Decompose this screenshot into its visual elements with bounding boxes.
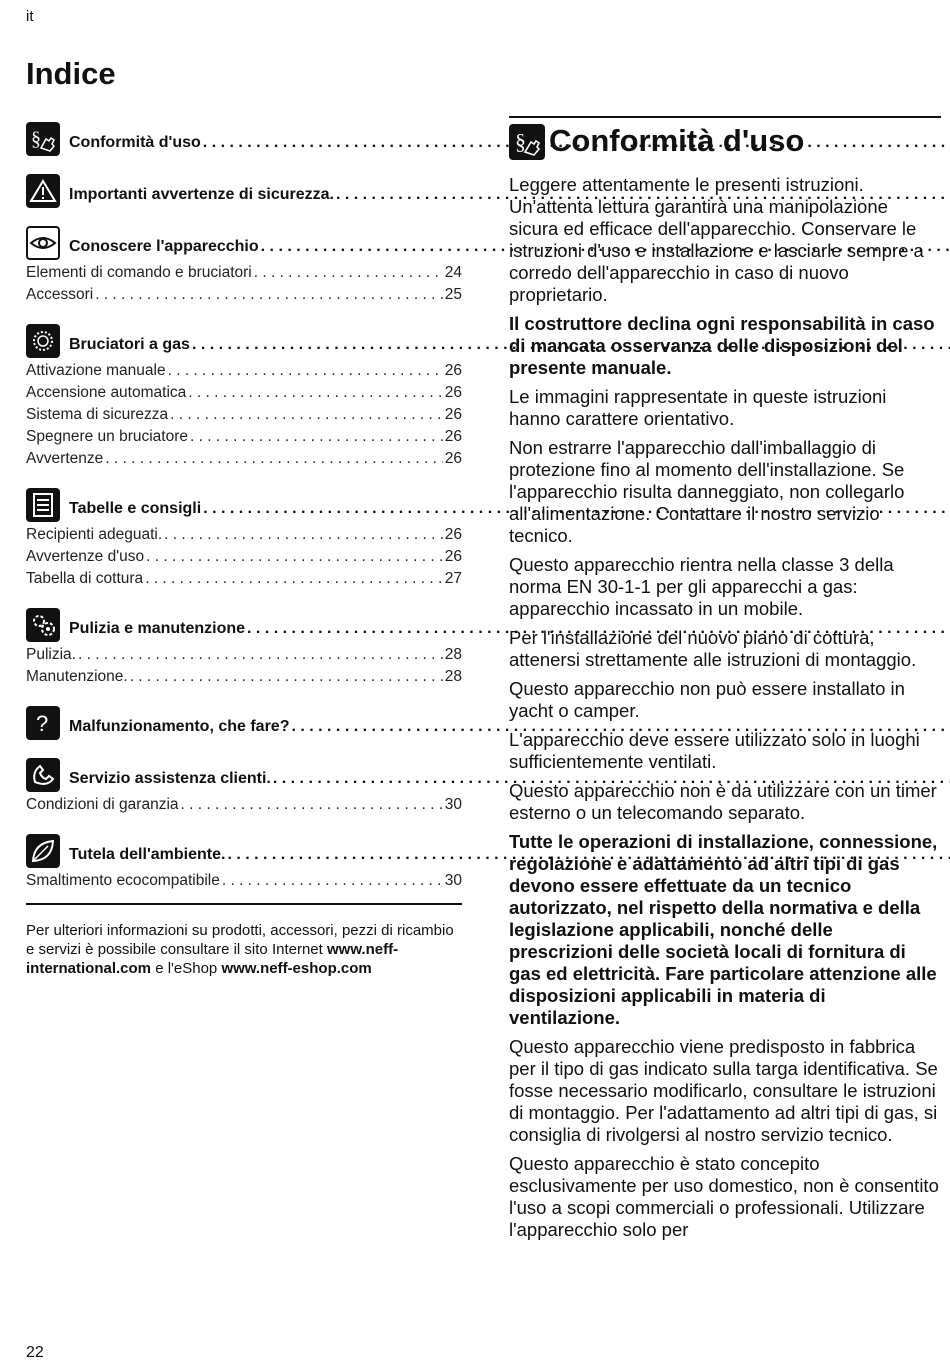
toc-subsection-entry[interactable] bbox=[26, 794, 462, 816]
dot-leader bbox=[105, 448, 442, 470]
website-link[interactable]: www.neff-international.com bbox=[26, 941, 399, 977]
toc-subsection-page-number: 30 bbox=[444, 796, 462, 813]
dot-leader bbox=[190, 426, 443, 448]
toc-section-label: Conoscere l'apparecchio bbox=[69, 238, 259, 255]
toc-subsection-entry[interactable] bbox=[26, 284, 462, 306]
toc-subsection-page-number: 26 bbox=[444, 526, 462, 543]
toc-subsection-list bbox=[26, 644, 462, 688]
section-body bbox=[509, 174, 941, 1241]
page-title: Indice bbox=[26, 56, 116, 91]
toc-subsection-entry[interactable] bbox=[26, 360, 462, 382]
toc-subsection-entry[interactable] bbox=[26, 644, 462, 666]
section-sign-icon bbox=[509, 124, 545, 160]
body-paragraph: Questo apparecchio non può essere installato in yacht o camper. bbox=[509, 678, 905, 721]
footer-text-2: e l'eShop bbox=[151, 960, 222, 977]
toc-subsection-entry[interactable] bbox=[26, 262, 462, 284]
warning-paragraph: Il costruttore declina ogni responsabilità in caso di mancata osservanza delle disposizioni del presente manuale. bbox=[509, 313, 935, 378]
toc-subsection-entry[interactable] bbox=[26, 568, 462, 590]
body-paragraph: Leggere attentamente le presenti istruzioni. Un'attenta lettura garantirà una manipolazione sicura ed efficace dell'apparecchio. Conservare le istruzioni d'uso e installazione e lasciarle sempre a corredo dell'apparecchio in caso di nuovo proprietario. bbox=[509, 174, 924, 305]
dot-leader bbox=[145, 568, 443, 590]
toc-subsection-page-number: 26 bbox=[444, 406, 462, 423]
toc-section-label: Malfunzionamento, che fare? bbox=[69, 718, 290, 735]
svg-text:?: ? bbox=[36, 711, 49, 736]
toc-section-label: Tabelle e consigli bbox=[69, 500, 202, 517]
toc-subsection-label: Pulizia. bbox=[26, 646, 76, 663]
section-title: Conformità d'uso bbox=[549, 123, 805, 158]
leaf-icon bbox=[26, 834, 60, 868]
toc-section-label: Bruciatori a gas bbox=[69, 336, 190, 353]
toc-subsection-list bbox=[26, 794, 462, 816]
cleaning-gear-icon bbox=[26, 608, 60, 642]
dot-leader bbox=[168, 360, 443, 382]
svg-text:§: § bbox=[515, 129, 526, 154]
footer-text-1: Per ulteriori informazioni su prodotti, accessori, pezzi di ricambio e servizi è possibile consultare il sito Internet bbox=[26, 922, 454, 958]
toc-subsection-page-number: 25 bbox=[444, 286, 462, 303]
body-paragraph: Questo apparecchio rientra nella classe 3 della norma EN 30-1-1 per gli apparecchi a gas: apparecchio incassato in un mobile. bbox=[509, 554, 894, 619]
toc-section-label: Pulizia e manutenzione bbox=[69, 620, 246, 637]
toc-section bbox=[26, 112, 462, 156]
footer-note bbox=[26, 921, 462, 978]
toc-section bbox=[26, 478, 462, 522]
dot-leader bbox=[181, 794, 443, 816]
eshop-link[interactable]: www.neff-eshop.com bbox=[221, 960, 372, 977]
toc-subsection-entry[interactable] bbox=[26, 666, 462, 688]
toc-section bbox=[26, 696, 462, 740]
gas-burner-icon bbox=[26, 324, 60, 358]
toc-subsection-page-number: 27 bbox=[444, 570, 462, 587]
toc-subsection-list bbox=[26, 524, 462, 590]
toc-subsection-label: Accessori bbox=[26, 286, 94, 303]
toc-subsection-entry[interactable] bbox=[26, 524, 462, 546]
toc-section bbox=[26, 314, 462, 358]
toc-subsection-page-number: 28 bbox=[444, 646, 462, 663]
dot-leader bbox=[95, 284, 443, 306]
toc-section bbox=[26, 598, 462, 642]
toc-subsection-label: Smaltimento ecocompatibile bbox=[26, 872, 220, 889]
body-paragraph: Le immagini rappresentate in queste istruzioni hanno carattere orientativo. bbox=[509, 386, 887, 429]
eye-icon bbox=[26, 226, 60, 260]
toc-subsection-entry[interactable] bbox=[26, 546, 462, 568]
question-mark-icon bbox=[26, 706, 60, 740]
toc-subsection-page-number: 26 bbox=[444, 428, 462, 445]
dot-leader bbox=[130, 666, 443, 688]
telephone-icon bbox=[26, 758, 60, 792]
toc-subsection-page-number: 24 bbox=[444, 264, 462, 281]
body-paragraph: Questo apparecchio viene predisposto in fabbrica per il tipo di gas indicato sulla targa identificativa. Se fosse necessario modificarlo, consultare le istruzioni di montaggio. Per l'adattamento ad altri tipi di gas, si consiglia di rivolgersi al nostro servizio tecnico. bbox=[509, 1036, 938, 1145]
toc-subsection-page-number: 30 bbox=[444, 872, 462, 889]
toc-subsection-label: Spegnere un bruciatore bbox=[26, 428, 189, 445]
toc-subsection-entry[interactable] bbox=[26, 448, 462, 470]
toc-section-label: Tutela dell'ambiente. bbox=[69, 846, 226, 863]
toc-section-label: Conformità d'uso bbox=[69, 134, 201, 151]
section-header bbox=[509, 116, 941, 160]
toc-subsection-entry[interactable] bbox=[26, 426, 462, 448]
toc-subsection-page-number: 26 bbox=[444, 384, 462, 401]
toc-subsection-entry[interactable] bbox=[26, 870, 462, 892]
toc-subsection-label: Accensione automatica bbox=[26, 384, 187, 401]
dot-leader bbox=[164, 524, 443, 546]
body-paragraph: Non estrarre l'apparecchio dall'imballaggio di protezione fino al momento dell'installazione. Se l'apparecchio risulta danneggiato, non collegarlo all'alimentazione. Contattare il nostro servizio tecnico. bbox=[509, 437, 905, 546]
toc-subsection-label: Sistema di sicurezza bbox=[26, 406, 169, 423]
toc-subsection-page-number: 26 bbox=[444, 450, 462, 467]
toc-subsection-entry[interactable] bbox=[26, 404, 462, 426]
toc-subsection-page-number: 28 bbox=[444, 668, 462, 685]
table-of-contents bbox=[26, 112, 462, 900]
footer-divider bbox=[26, 903, 462, 905]
toc-subsection-list bbox=[26, 262, 462, 306]
dot-leader bbox=[146, 546, 443, 568]
body-paragraph: Per l'installazione del nuovo piano di cottura, attenersi strettamente alle istruzioni di montaggio. bbox=[509, 627, 917, 670]
toc-subsection-page-number: 26 bbox=[444, 362, 462, 379]
toc-subsection-label: Avvertenze bbox=[26, 450, 104, 467]
toc-section bbox=[26, 824, 462, 868]
toc-subsection-label: Recipienti adeguati. bbox=[26, 526, 163, 543]
toc-subsection-label: Attivazione manuale bbox=[26, 362, 166, 379]
language-code: it bbox=[26, 8, 34, 25]
toc-section-label: Servizio assistenza clienti. bbox=[69, 770, 271, 787]
body-paragraph: L'apparecchio deve essere utilizzato solo in luoghi sufficientemente ventilati. bbox=[509, 729, 920, 772]
dot-leader bbox=[78, 644, 443, 666]
table-document-icon bbox=[26, 488, 60, 522]
dot-leader bbox=[170, 404, 443, 426]
toc-subsection-page-number: 26 bbox=[444, 548, 462, 565]
dot-leader bbox=[188, 382, 442, 404]
toc-subsection-label: Avvertenze d'uso bbox=[26, 548, 145, 565]
toc-subsection-label: Elementi di comando e bruciatori bbox=[26, 264, 252, 281]
dot-leader bbox=[222, 870, 443, 892]
toc-subsection-label: Tabella di cottura bbox=[26, 570, 144, 587]
toc-subsection-label: Manutenzione. bbox=[26, 668, 128, 685]
toc-subsection-list bbox=[26, 360, 462, 470]
toc-subsection-label: Condizioni di garanzia bbox=[26, 796, 179, 813]
toc-subsection-list bbox=[26, 870, 462, 892]
warning-paragraph: Tutte le operazioni di installazione, connessione, regolazione e adattamento ad altri tipi di gas devono essere effettuate da un tecnico autorizzato, nel rispetto della normativa e della legislazione applicabili, nonché delle prescrizioni delle società locali di fornitura di gas ed elettricità. Fare particolare attenzione alle disposizioni applicabili in materia di ventilazione. bbox=[509, 831, 938, 1028]
toc-section-label: Importanti avvertenze di sicurezza. bbox=[69, 186, 334, 203]
toc-section bbox=[26, 216, 462, 260]
toc-section bbox=[26, 748, 462, 792]
section-conformita bbox=[509, 116, 941, 1248]
section-sign-icon bbox=[26, 122, 60, 156]
body-paragraph: Questo apparecchio non è da utilizzare con un timer esterno o un telecomando separato. bbox=[509, 780, 937, 823]
body-paragraph: Questo apparecchio è stato concepito esclusivamente per uso domestico, non è consentito l'uso a scopi commerciali o professionali. Utilizzare l'apparecchio solo per bbox=[509, 1153, 939, 1240]
svg-text:§: § bbox=[31, 128, 41, 150]
toc-section bbox=[26, 164, 462, 208]
page-number: 22 bbox=[26, 1344, 44, 1361]
warning-triangle-icon bbox=[26, 174, 60, 208]
dot-leader bbox=[254, 262, 443, 284]
toc-subsection-entry[interactable] bbox=[26, 382, 462, 404]
